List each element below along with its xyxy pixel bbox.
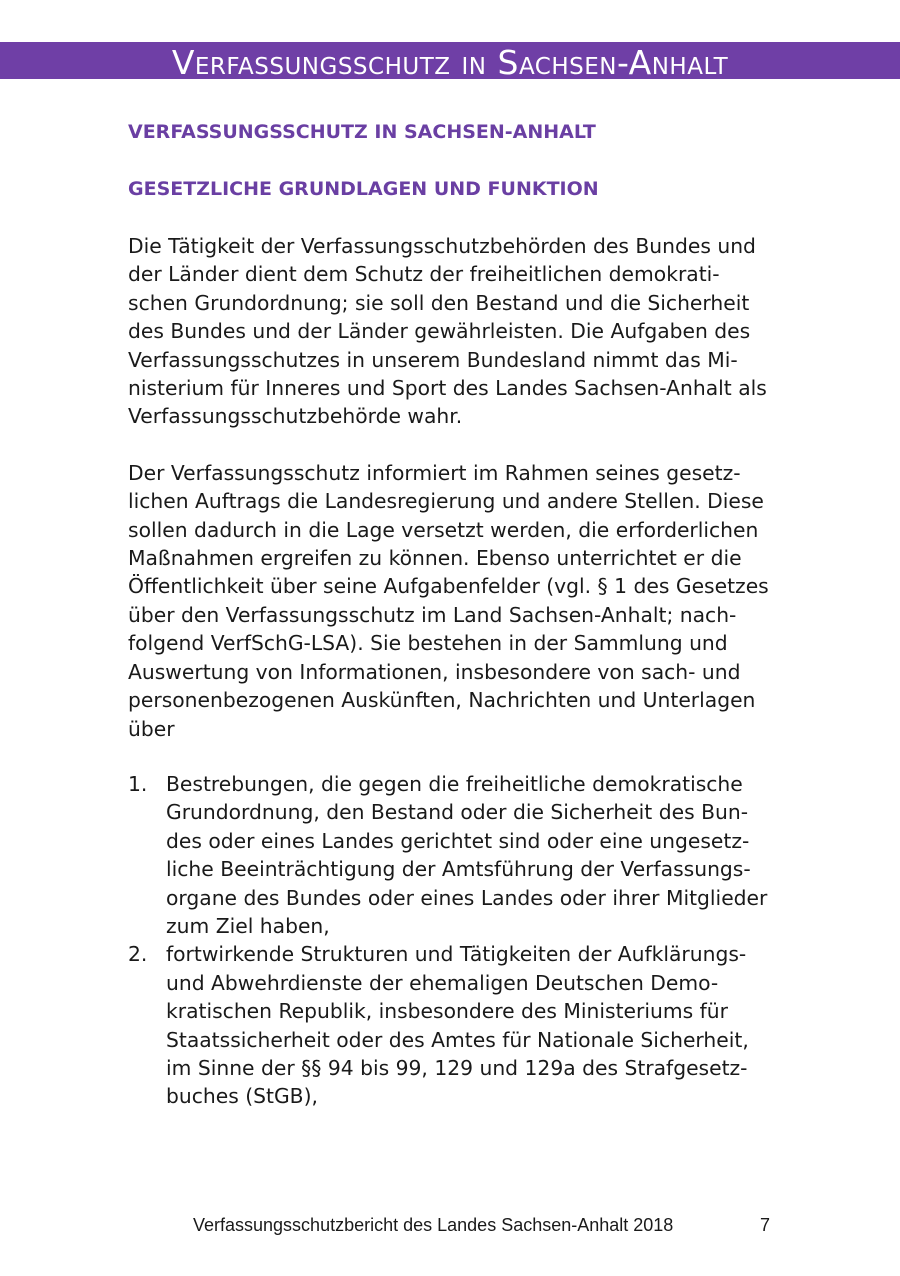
- list-item-text: fortwirkende Strukturen und Tätigkeiten der Aufklärungs- und Abwehrdienste der ehemaligen Deutschen Demo- kratischen Republik, insbesondere des Ministeriums für Staatssicherheit oder des Amtes für Nationale Sicherheit, im Sinne der §§ 94 bis 99, 129 und 129a des Strafgesetz- buches (StGB),: [166, 942, 749, 1109]
- page-number: 7: [760, 1215, 771, 1235]
- document-body: [128, 112, 773, 1111]
- page-banner: [0, 42, 900, 79]
- list-item-number: 1.: [128, 771, 148, 796]
- footer-text: Verfassungsschutzbericht des Landes Sachsen-Anhalt 2018: [193, 1215, 674, 1235]
- list-item: [128, 770, 773, 940]
- paragraph-2: Der Verfassungsschutz informiert im Rahmen seines gesetz- lichen Auftrags die Landesregierung und andere Stellen. Diese sollen dadurch in die Lage versetzt werden, die erforderlichen Maßnahmen ergreifen zu können. Ebenso unterrichtet er die Öffentlichkeit über seine Aufgabenfelder (vgl. § 1 des Gesetzes über den Verfassungsschutz im Land Sachsen-Anhalt; nach- folgend VerfSchG-LSA). Sie bestehen in der Sammlung und Auswertung von Informationen, insbesondere von sach- und personenbezogenen Auskünften, Nachrichten und Unterlagen über: [128, 460, 769, 741]
- numbered-list: [128, 770, 773, 1111]
- section-heading: VERFASSUNGSSCHUTZ IN SACHSEN-ANHALT: [128, 121, 596, 143]
- subsection-heading: GESETZLICHE GRUNDLAGEN UND FUNKTION: [128, 178, 599, 200]
- banner-title: Verfassungsschutz in Sachsen-Anhalt: [171, 43, 729, 79]
- list-item: [128, 940, 773, 1110]
- paragraph-1: Die Tätigkeit der Verfassungsschutzbehörden des Bundes und der Länder dient dem Schutz der freiheitlichen demokrati- schen Grundordnung; sie soll den Bestand und die Sicherheit des Bundes und der Länder gewährleisten. Die Aufgaben des Verfassungsschutzes in unserem Bundesland nimmt das Mi- nisterium für Inneres und Sport des Landes Sachsen-Anhalt als Verfassungsschutzbehörde wahr.: [128, 234, 767, 429]
- list-item-number: 2.: [128, 942, 148, 967]
- list-item-text: Bestrebungen, die gegen die freiheitliche demokratische Grundordnung, den Bestand oder die Sicherheit des Bun- des oder eines Landes gerichtet sind oder eine ungesetz- liche Beeinträchtigung der Amtsführung der Verfassungs- organe des Bundes oder eines Landes oder ihrer Mitglieder zum Ziel haben,: [166, 771, 768, 938]
